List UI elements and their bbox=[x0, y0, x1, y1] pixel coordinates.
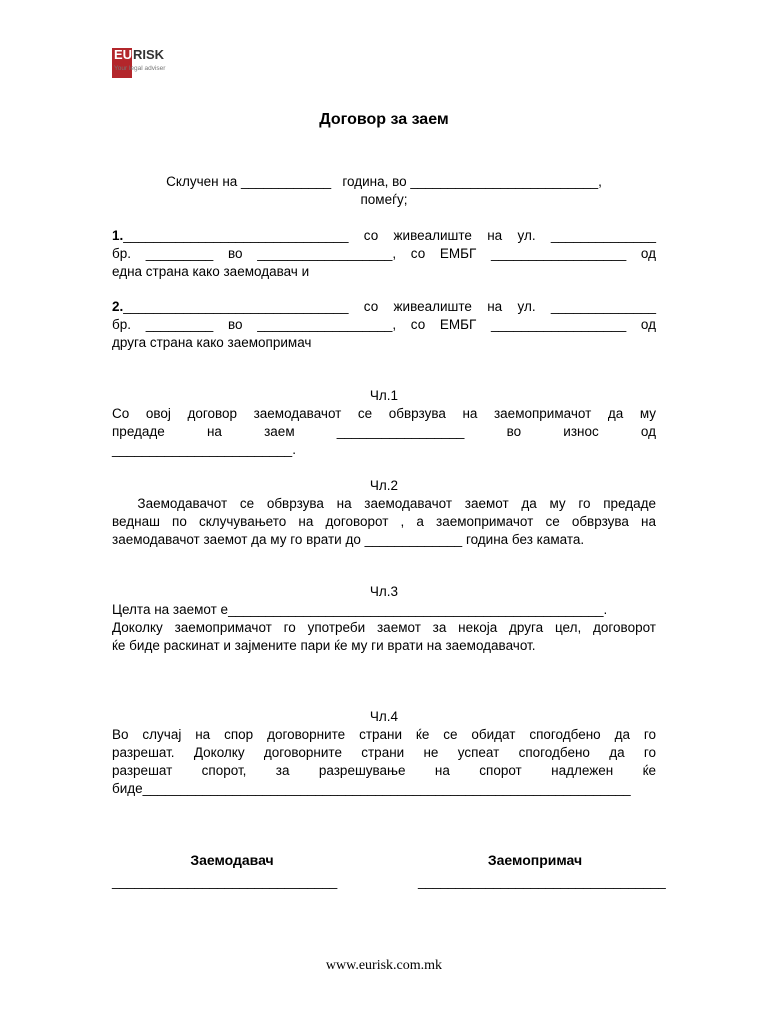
party-1-line-1 bbox=[112, 227, 656, 245]
intro-line-1: Склучен на ____________ година, во _________________________, bbox=[166, 174, 602, 189]
article-2-heading: Чл.2 bbox=[369, 478, 399, 493]
article-1 bbox=[112, 387, 656, 459]
party-2-line-3: друга страна како заемопримач bbox=[112, 335, 312, 350]
article-4-line-2: разрешат. Доколку договорните страни не успеат спогодбено да го bbox=[112, 745, 656, 760]
logo-risk-text: RISK bbox=[133, 47, 165, 62]
article-4-line-3: разрешат спорот, за разрешување на спорот надлежен ќе bbox=[112, 763, 656, 778]
article-3-line-2: Доколку заемопримачот го употреби заемот за некоја друга цел, договорот bbox=[112, 620, 656, 635]
party-1-number: 1. bbox=[112, 228, 124, 243]
article-1-line-2: предаде на заем _________________ во износ од bbox=[112, 424, 656, 439]
article-1-line-1: Со овој договор заемодавачот се обврзува на заемопримачот да му bbox=[112, 406, 656, 421]
lender-signature-line: ______________________________ bbox=[112, 874, 338, 889]
party-1-line-3: една страна како заемодавач и bbox=[112, 264, 310, 279]
party-2-line-1 bbox=[112, 298, 656, 316]
footer-website: www.eurisk.com.mk bbox=[325, 958, 443, 973]
article-2-line-1: Заемодавачот се обврзува на заемодавачот заемот да му го предаде bbox=[112, 496, 656, 511]
article-2 bbox=[112, 477, 656, 549]
logo-eu-text: EU bbox=[114, 47, 133, 62]
party-1-paragraph bbox=[112, 227, 656, 281]
document-title: Договор за заем bbox=[319, 111, 449, 128]
article-2-line-2: веднаш по склучувањето на договорот , а заемопримачот се обврзува на bbox=[112, 514, 656, 529]
article-3-line-1: Целта на заемот е__________________________________________________. bbox=[112, 602, 608, 617]
party-1-line-1-text: ______________________________ со живеалиште на ул. ______________ bbox=[123, 228, 656, 243]
borrower-signature-line: _________________________________ bbox=[418, 874, 666, 889]
article-2-line-3: заемодавачот заемот да му го врати до _____________ година без камата. bbox=[112, 532, 585, 547]
article-3-heading: Чл.3 bbox=[369, 584, 399, 599]
eurisk-logo bbox=[112, 46, 172, 84]
lender-label: Заемодавач bbox=[190, 852, 274, 868]
article-4-line-4: биде_________________________________________________________________ bbox=[112, 781, 631, 796]
party-2-number: 2. bbox=[112, 299, 124, 314]
article-4-line-1: Во случај на спор договорните страни ќе се обидат спогодбено да го bbox=[112, 727, 656, 742]
party-2-line-1-text: ______________________________ со живеалиште на ул. ______________ bbox=[123, 299, 656, 314]
article-4 bbox=[112, 708, 656, 798]
article-4-heading: Чл.4 bbox=[369, 709, 399, 724]
party-1-line-2: бр. _________ во __________________, со ЕМБГ __________________ од bbox=[112, 246, 656, 261]
borrower-label: Заемопримач bbox=[487, 852, 583, 868]
logo-tagline: Your legal adviser bbox=[114, 65, 166, 72]
intro-paragraph bbox=[112, 173, 656, 209]
article-1-line-3: ________________________. bbox=[112, 442, 296, 457]
party-2-line-2: бр. _________ во __________________, со ЕМБГ __________________ од bbox=[112, 317, 656, 332]
article-1-heading: Чл.1 bbox=[369, 388, 399, 403]
article-3-line-3: ќе биде раскинат и зајмените пари ќе му ги врати на заемодавачот. bbox=[112, 638, 536, 653]
article-3 bbox=[112, 583, 656, 655]
party-2-paragraph bbox=[112, 298, 656, 352]
intro-line-2: помеѓу; bbox=[360, 192, 408, 207]
